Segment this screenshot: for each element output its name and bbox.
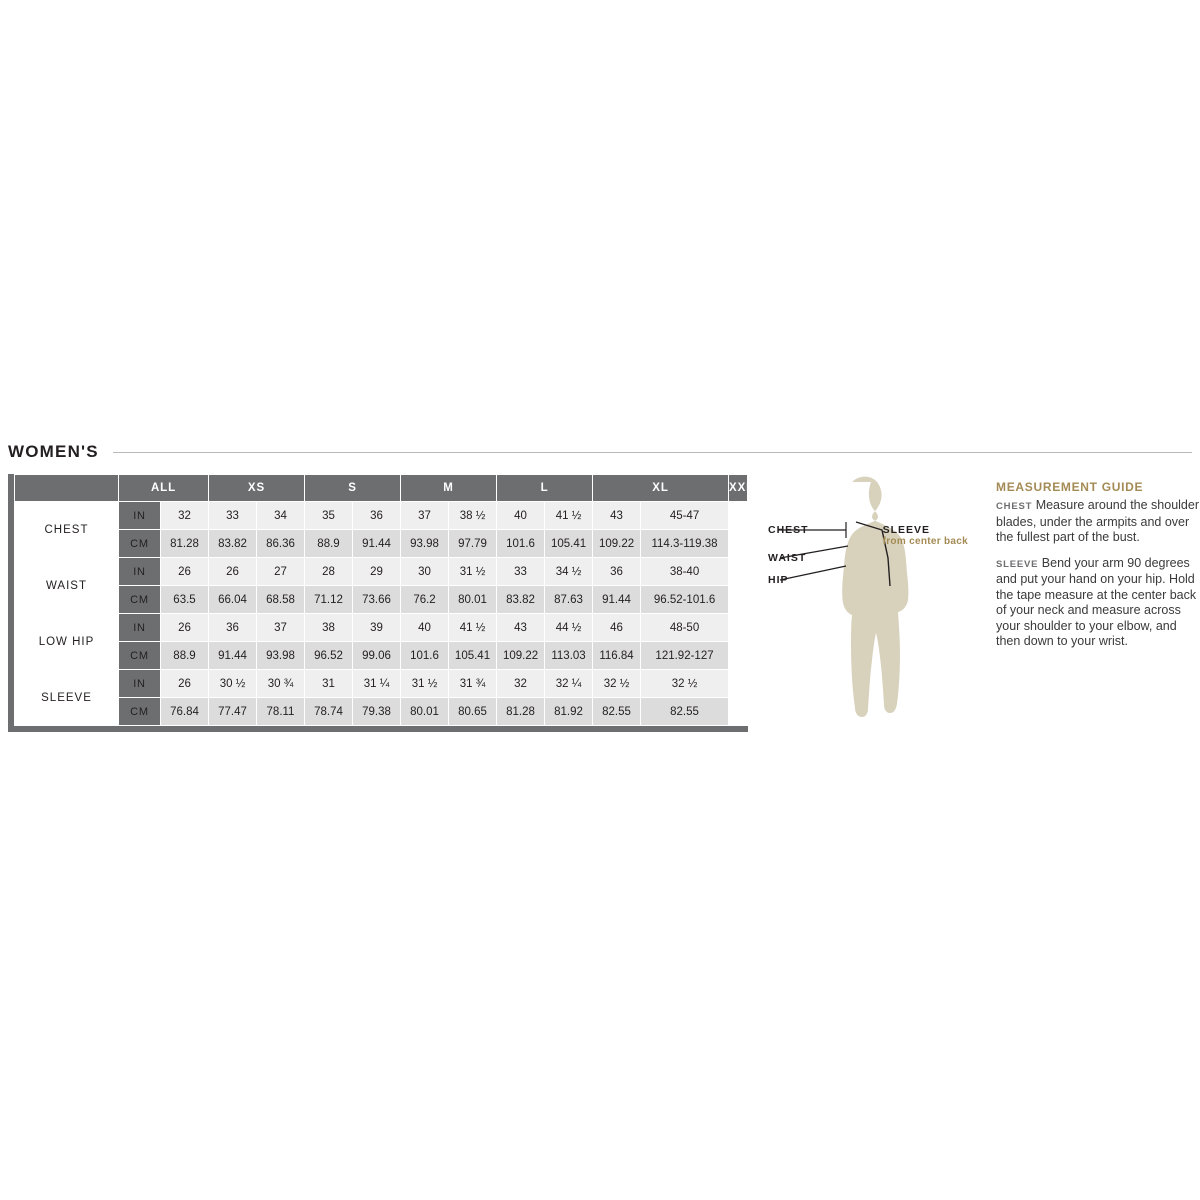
table-row [15,642,748,670]
cell: 43 [593,502,641,530]
cell: 32 ½ [641,670,729,698]
row-label-waist: WAIST [15,558,119,614]
guide-item-sleeve [996,556,1200,650]
table-row [15,614,748,642]
guide-text-chest: Measure around the shoulder blades, under the armpits and over the fullest part of the bust. [996,498,1199,544]
cell: 37 [401,502,449,530]
table-row [15,530,748,558]
cell: 77.47 [209,698,257,726]
cell: 68.58 [257,586,305,614]
header-s: S [305,475,401,502]
cell: 33 [497,558,545,586]
cell: 97.79 [449,530,497,558]
cell: 81.28 [497,698,545,726]
guide-item-chest [996,498,1200,546]
guide-keyword-chest: CHEST [996,501,1033,512]
cell: 87.63 [545,586,593,614]
unit-cm: CM [119,530,161,558]
cell: 41 ½ [449,614,497,642]
cell: 46 [593,614,641,642]
unit-cm: CM [119,642,161,670]
guide-text-sleeve: Bend your arm 90 degrees and put your hand on your hip. Hold the tape measure at the center back of your neck and measure across your shoulder to your elbow, and then down to your wrist. [996,555,1197,648]
cell: 76.84 [161,698,209,726]
cell: 31 ½ [449,558,497,586]
measurement-guide [996,474,1200,660]
figure-label-waist: WAIST [768,552,807,564]
cell: 41 ½ [545,502,593,530]
figure-label-sleeve-main: SLEEVE [882,524,931,536]
cell: 29 [353,558,401,586]
cell: 121.92-127 [641,642,729,670]
table-row [15,670,748,698]
cell: 66.04 [209,586,257,614]
cell: 38 [305,614,353,642]
cell: 88.9 [305,530,353,558]
figure-label-hip: HIP [768,574,789,586]
cell: 28 [305,558,353,586]
cell: 26 [209,558,257,586]
cell: 32 [161,502,209,530]
cell: 93.98 [401,530,449,558]
cell: 45-47 [641,502,729,530]
cell: 80.01 [401,698,449,726]
cell: 80.01 [449,586,497,614]
cell: 114.3-119.38 [641,530,729,558]
row-label-low-hip: LOW HIP [15,614,119,670]
cell: 34 [257,502,305,530]
cell: 116.84 [593,642,641,670]
unit-cm: CM [119,698,161,726]
table-row [15,558,748,586]
figure-label-sleeve-sub: from center back [882,536,968,547]
row-label-chest: CHEST [15,502,119,558]
table-row [15,586,748,614]
cell: 105.41 [545,530,593,558]
unit-in: IN [119,670,161,698]
cell: 33 [209,502,257,530]
cell: 82.55 [593,698,641,726]
row-label-sleeve: SLEEVE [15,670,119,726]
cell: 63.5 [161,586,209,614]
guide-keyword-sleeve: SLEEVE [996,558,1039,570]
cell: 26 [161,558,209,586]
cell: 31 [305,670,353,698]
cell: 109.22 [497,642,545,670]
cell: 26 [161,614,209,642]
cell: 76.2 [401,586,449,614]
page-title: WOMEN'S [8,442,99,461]
figure-label-chest: CHEST [768,524,809,536]
header-xs: XS [209,475,305,502]
cell: 101.6 [401,642,449,670]
cell: 86.36 [257,530,305,558]
unit-cm: CM [119,586,161,614]
cell: 38 ½ [449,502,497,530]
cell: 44 ½ [545,614,593,642]
female-body-silhouette-icon [770,474,970,719]
cell: 96.52 [305,642,353,670]
cell: 35 [305,502,353,530]
cell: 36 [353,502,401,530]
cell: 31 ¼ [353,670,401,698]
cell: 73.66 [353,586,401,614]
cell: 39 [353,614,401,642]
cell: 91.44 [593,586,641,614]
unit-in: IN [119,614,161,642]
section-title-row [0,430,1200,474]
cell: 40 [497,502,545,530]
cell: 36 [209,614,257,642]
table-header-row [15,475,748,502]
size-table-container [8,474,755,732]
cell: 113.03 [545,642,593,670]
cell: 81.28 [161,530,209,558]
cell: 31 ½ [401,670,449,698]
table-row [15,502,748,530]
table-row [15,698,748,726]
header-l: L [497,475,593,502]
cell: 80.65 [449,698,497,726]
figure-label-sleeve [883,524,968,548]
cell: 32 ¼ [545,670,593,698]
unit-in: IN [119,502,161,530]
cell: 31 ¾ [449,670,497,698]
cell: 93.98 [257,642,305,670]
measurement-figure [770,474,970,724]
cell: 43 [497,614,545,642]
cell: 48-50 [641,614,729,642]
cell: 30 ½ [209,670,257,698]
cell: 101.6 [497,530,545,558]
cell: 34 ½ [545,558,593,586]
cell: 83.82 [209,530,257,558]
cell: 26 [161,670,209,698]
cell: 32 ½ [593,670,641,698]
cell: 96.52-101.6 [641,586,729,614]
cell: 71.12 [305,586,353,614]
cell: 30 ¾ [257,670,305,698]
cell: 81.92 [545,698,593,726]
header-xl: XL [593,475,729,502]
cell: 38-40 [641,558,729,586]
cell: 82.55 [641,698,729,726]
size-chart-page [0,430,1200,732]
cell: 37 [257,614,305,642]
cell: 27 [257,558,305,586]
cell: 91.44 [353,530,401,558]
cell: 78.74 [305,698,353,726]
cell: 36 [593,558,641,586]
header-corner [15,475,119,502]
cell: 40 [401,614,449,642]
chart-content [0,474,1200,732]
cell: 99.06 [353,642,401,670]
cell: 83.82 [497,586,545,614]
cell: 88.9 [161,642,209,670]
cell: 105.41 [449,642,497,670]
cell: 79.38 [353,698,401,726]
cell: 78.11 [257,698,305,726]
title-divider [113,452,1192,453]
cell: 32 [497,670,545,698]
header-all: ALL [119,475,209,502]
guide-title: MEASUREMENT GUIDE [996,480,1144,494]
cell: 109.22 [593,530,641,558]
cell: 91.44 [209,642,257,670]
size-table [14,474,755,726]
header-m: M [401,475,497,502]
cell: 30 [401,558,449,586]
header-xxl: XXL [729,475,748,502]
unit-in: IN [119,558,161,586]
